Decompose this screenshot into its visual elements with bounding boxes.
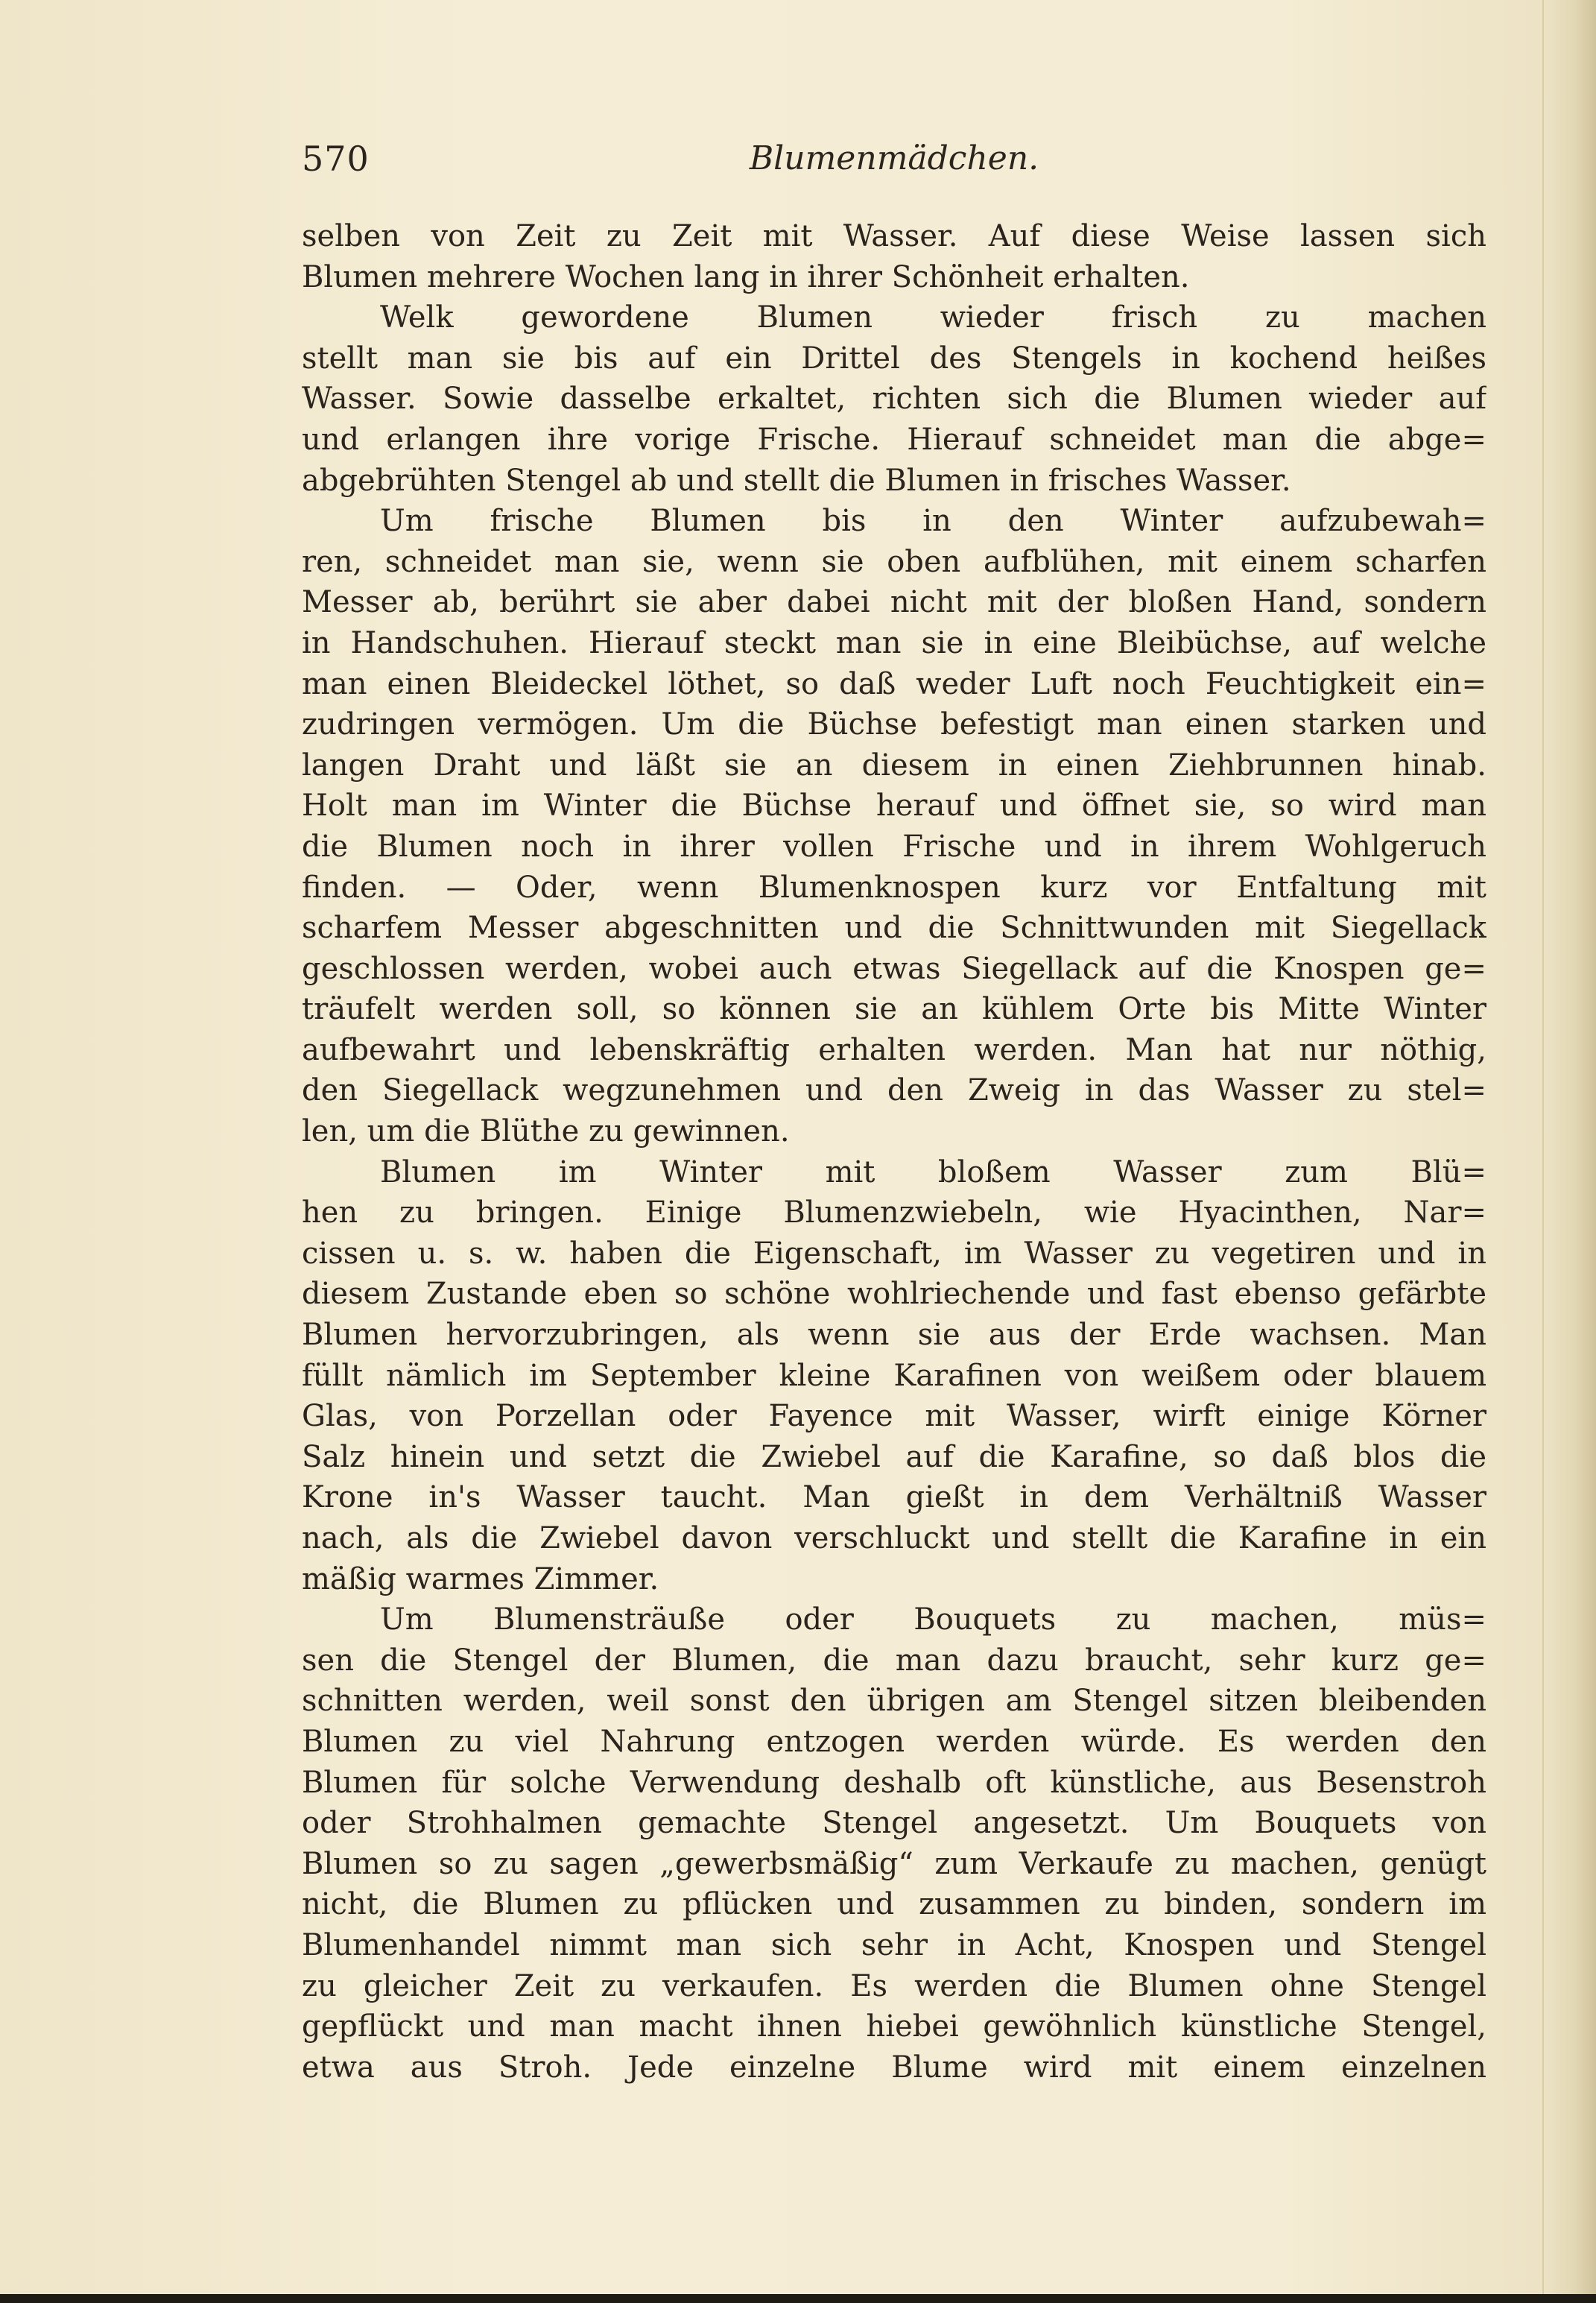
text-line: Blumen hervorzubringen, als wenn sie aus der Erde wachsen. Man xyxy=(302,1318,1486,1353)
text-line: etwa aus Stroh. Jede einzelne Blume wird mit einem einzelnen xyxy=(302,2050,1486,2085)
page-header xyxy=(302,133,1486,185)
text-line: sen die Stengel der Blumen, die man dazu braucht, sehr kurz ge= xyxy=(302,1643,1486,1678)
text-line: Blumen so zu sagen „gewerbsmäßig“ zum Verkaufe zu machen, genügt xyxy=(302,1846,1486,1881)
text-line: hen zu bringen. Einige Blumenzwiebeln, wie Hyacinthen, Nar= xyxy=(302,1195,1486,1231)
text-line: ren, schneidet man sie, wenn sie oben aufblühen, mit einem scharfen xyxy=(302,544,1486,579)
text-line: scharfem Messer abgeschnitten und die Schnittwunden mit Siegellack xyxy=(302,911,1486,946)
text-line: Blumen zu viel Nahrung entzogen werden würde. Es werden den xyxy=(302,1724,1486,1759)
text-line: oder Strohhalmen gemachte Stengel angesetzt. Um Bouquets von xyxy=(302,1806,1486,1841)
text-line: stellt man sie bis auf ein Drittel des Stengels in kochend heißes xyxy=(302,341,1486,376)
text-line: Blumen mehrere Wochen lang in ihrer Schönheit erhalten. xyxy=(302,259,1190,294)
text-line: Glas, von Porzellan oder Fayence mit Wasser, wirft einige Körner xyxy=(302,1399,1486,1434)
text-line: Welk gewordene Blumen wieder frisch zu machen xyxy=(380,300,1486,335)
text-line: Krone in's Wasser taucht. Man gießt in dem Verhältniß Wasser xyxy=(302,1480,1486,1515)
page-edge xyxy=(1542,0,1596,2303)
text-line: finden. — Oder, wenn Blumenknospen kurz vor Entfaltung mit xyxy=(302,870,1486,905)
text-line: Wasser. Sowie dasselbe erkaltet, richten sich die Blumen wieder auf xyxy=(302,382,1486,417)
text-line: Blumen im Winter mit bloßem Wasser zum Blü= xyxy=(380,1154,1486,1190)
body-text xyxy=(302,216,1486,2088)
scan-border xyxy=(0,2294,1596,2303)
text-line: in Handschuhen. Hierauf steckt man sie in eine Bleibüchse, auf welche xyxy=(302,625,1486,660)
text-line: geschlossen werden, wobei auch etwas Siegellack auf die Knospen ge= xyxy=(302,951,1486,986)
text-line: füllt nämlich im September kleine Karafinen von weißem oder blauem xyxy=(302,1358,1486,1393)
text-line: langen Draht und läßt sie an diesem in einen Ziehbrunnen hinab. xyxy=(302,748,1486,783)
text-line: mäßig warmes Zimmer. xyxy=(302,1561,659,1596)
text-line: den Siegellack wegzunehmen und den Zweig in das Wasser zu stel= xyxy=(302,1073,1486,1108)
text-line: Blumen für solche Verwendung deshalb oft künstliche, aus Besenstroh xyxy=(302,1765,1486,1800)
text-line: Blumenhandel nimmt man sich sehr in Acht, Knospen und Stengel xyxy=(302,1927,1486,1962)
text-line: diesem Zustande eben so schöne wohlriechende und fast ebenso gefärbte xyxy=(302,1277,1486,1312)
text-line: träufelt werden soll, so können sie an kühlem Orte bis Mitte Winter xyxy=(302,992,1486,1027)
text-line: Holt man im Winter die Büchse herauf und öffnet sie, so wird man xyxy=(302,789,1486,824)
text-line: Um Blumensträuße oder Bouquets zu machen, müs= xyxy=(380,1602,1486,1637)
text-line: selben von Zeit zu Zeit mit Wasser. Auf diese Weise lassen sich xyxy=(302,219,1486,253)
text-line: gepflückt und man macht ihnen hiebei gewöhnlich künstliche Stengel, xyxy=(302,2009,1486,2044)
text-line: man einen Bleideckel löthet, so daß weder Luft noch Feuchtigkeit ein= xyxy=(302,666,1486,701)
text-line: Um frische Blumen bis in den Winter aufzubewah= xyxy=(380,504,1486,539)
page-number: 570 xyxy=(302,139,370,179)
text-line: len, um die Blüthe zu gewinnen. xyxy=(302,1114,790,1149)
text-line: zu gleicher Zeit zu verkaufen. Es werden die Blumen ohne Stengel xyxy=(302,1968,1486,2003)
text-line: nicht, die Blumen zu pflücken und zusammen zu binden, sondern im xyxy=(302,1887,1486,1922)
text-line: abgebrühten Stengel ab und stellt die Blumen in frisches Wasser. xyxy=(302,463,1291,498)
text-line: aufbewahrt und lebenskräftig erhalten werden. Man hat nur nöthig, xyxy=(302,1032,1486,1067)
running-title: Blumenmädchen. xyxy=(749,139,1039,177)
text-line: Salz hinein und setzt die Zwiebel auf die Karafine, so daß blos die xyxy=(302,1439,1486,1474)
text-line: nach, als die Zwiebel davon verschluckt und stellt die Karafine in ein xyxy=(302,1521,1486,1555)
text-line: und erlangen ihre vorige Frische. Hierauf schneidet man die abge= xyxy=(302,422,1486,457)
text-line: Messer ab, berührt sie aber dabei nicht mit der bloßen Hand, sondern xyxy=(302,585,1486,620)
text-line: schnitten werden, weil sonst den übrigen am Stengel sitzen bleibenden xyxy=(302,1684,1486,1719)
text-line: die Blumen noch in ihrer vollen Frische und in ihrem Wohlgeruch xyxy=(302,829,1486,864)
text-line: cissen u. s. w. haben die Eigenschaft, im Wasser zu vegetiren und in xyxy=(302,1236,1486,1271)
text-line: zudringen vermögen. Um die Büchse befestigt man einen starken und xyxy=(302,707,1486,742)
